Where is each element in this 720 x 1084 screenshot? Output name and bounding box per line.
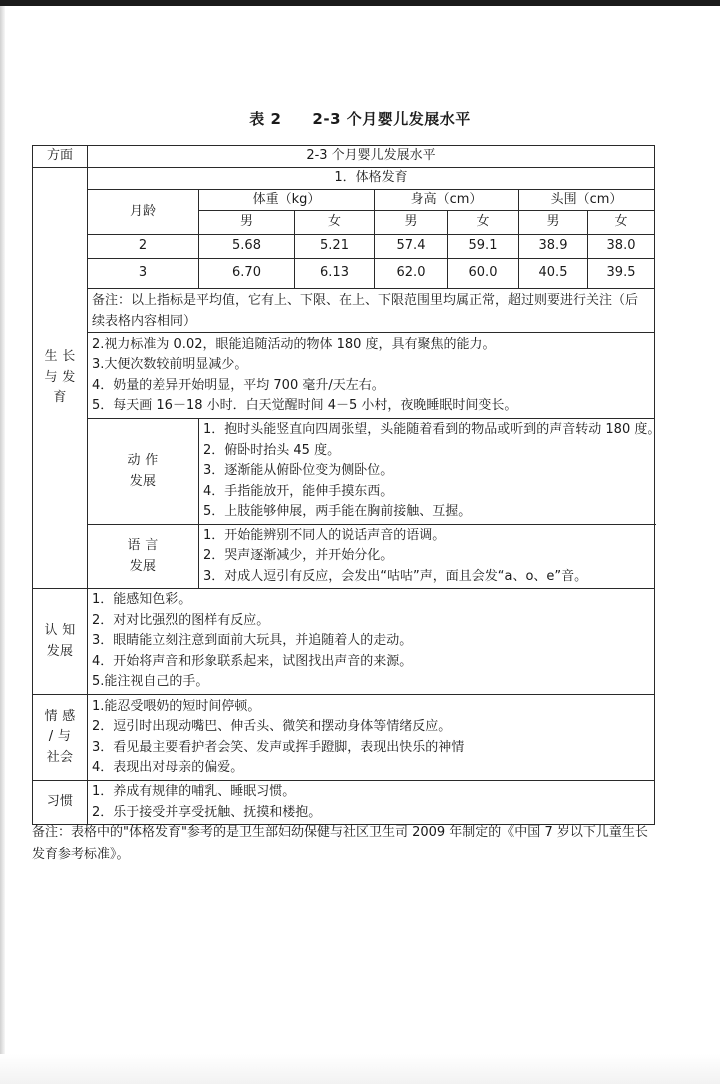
table-row xyxy=(33,259,655,289)
growth-title-row xyxy=(33,167,655,189)
list-item: 2．乐于接受并享受抚触、抚摸和楼抱。 xyxy=(92,804,322,820)
growth-note-row xyxy=(33,289,655,333)
list-item: 2．逗引时出现动嘴巴、伸舌头、微笑和摆动身体等情绪反应。 xyxy=(92,719,452,734)
data-cell: 40.5 xyxy=(519,259,588,289)
category-language: 语 言 发展 xyxy=(88,525,199,589)
head-label: 头围（cm） xyxy=(519,189,655,211)
level-header: 2-3 个月婴儿发展水平 xyxy=(88,146,655,168)
header-row xyxy=(33,146,655,168)
emotion-row xyxy=(33,695,655,781)
list-item: 4．开始将声音和形象联系起来，试图找出声音的来源。 xyxy=(92,653,413,669)
cognition-row xyxy=(33,589,655,695)
list-item: 2．对对比强烈的图样有反应。 xyxy=(92,612,270,628)
growth-items xyxy=(88,333,655,419)
data-cell: 62.0 xyxy=(375,259,448,289)
language-items xyxy=(199,525,655,589)
height-male: 男 xyxy=(375,211,448,235)
data-cell: 38.0 xyxy=(588,235,655,259)
list-item: 1．能感知色彩。 xyxy=(92,592,192,608)
top-bar xyxy=(0,0,720,6)
habit-items xyxy=(88,781,655,825)
list-item: 4．奶量的差异开始明显，平均 700 毫升/天左右。 xyxy=(92,377,385,393)
list-item: 3．看见最主要看护者会笑、发声或挥手蹬脚，表现出快乐的神情 xyxy=(92,739,465,755)
data-cell: 6.13 xyxy=(295,259,375,289)
data-cell: 5.68 xyxy=(199,235,295,259)
development-table xyxy=(32,145,661,825)
data-cell: 59.1 xyxy=(448,235,519,259)
list-item: 5．每天画 16－18 小时．白天觉醒时间 4－5 小村，夜晚睡眠时间变长。 xyxy=(92,398,518,413)
table-row xyxy=(33,235,655,259)
category-motor: 动 作 发展 xyxy=(88,419,199,525)
page-edge-shadow xyxy=(0,6,5,1084)
motor-items xyxy=(199,419,661,525)
growth-items-row xyxy=(33,333,655,419)
data-cell: 6.70 xyxy=(199,259,295,289)
data-cell: 57.4 xyxy=(375,235,448,259)
age-cell: 2 xyxy=(88,235,199,259)
emotion-items xyxy=(88,695,655,781)
list-item: 3．眼睛能立刻注意到面前大玩具，并追随着人的走动。 xyxy=(92,633,413,649)
footnote: 备注：表格中的"体格发育"参考的是卫生部妇幼保健与社区卫生司 2009 年制定的《中国 7 岁以下儿童生长发育参考标准》。 xyxy=(32,825,648,862)
category-cognition: 认 知 发展 xyxy=(33,589,88,695)
category-emotion: 情 感 / 与 社会 xyxy=(33,695,88,781)
list-item: 4．手指能放开，能伸手摸东西。 xyxy=(203,483,394,499)
list-item: 2.视力标准为 0.02，眼能追随活动的物体 180 度，具有聚焦的能力。 xyxy=(92,336,496,352)
head-female: 女 xyxy=(588,211,655,235)
list-item: 1.能忍受喂奶的短时间停顿。 xyxy=(92,698,261,714)
data-cell: 39.5 xyxy=(588,259,655,289)
physical-development-title: 1．体格发育 xyxy=(88,167,655,189)
category-habit: 习惯 xyxy=(33,781,88,825)
head-male: 男 xyxy=(519,211,588,235)
list-item: 1．养成有规律的哺乳、睡眠习惯。 xyxy=(92,784,296,799)
age-label: 月龄 xyxy=(88,189,199,235)
list-item: 2．俯卧时抬头 45 度。 xyxy=(203,442,341,458)
list-item: 5．上肢能够伸展，两手能在胸前接触、互握。 xyxy=(203,504,472,520)
habit-row xyxy=(33,781,655,825)
data-cell: 38.9 xyxy=(519,235,588,259)
list-item: 2．哭声逐渐减少，并开始分化。 xyxy=(203,548,394,564)
height-label: 身高（cm） xyxy=(375,189,519,211)
list-item: 1．开始能辨别不同人的说话声音的语调。 xyxy=(203,527,446,543)
table-title: 表 2 2-3 个月婴儿发展水平 xyxy=(249,110,471,128)
list-item: 5.能注视自己的手。 xyxy=(92,674,209,690)
data-cell: 5.21 xyxy=(295,235,375,259)
list-item: 3．逐渐能从俯卧位变为侧卧位。 xyxy=(203,463,394,479)
age-cell: 3 xyxy=(88,259,199,289)
weight-male: 男 xyxy=(199,211,295,235)
motor-row xyxy=(33,419,655,525)
list-item: 4．表现出对母亲的偏爱。 xyxy=(92,760,244,775)
measure-header-row xyxy=(33,189,655,211)
data-cell: 60.0 xyxy=(448,259,519,289)
list-item: 1．抱时头能竖直向四周张望，头能随着看到的物品或听到的声音转动 180 度。 xyxy=(203,422,661,438)
language-row xyxy=(33,525,655,589)
category-growth: 生 长 与 发 育 xyxy=(33,167,88,589)
cognition-items xyxy=(88,589,655,695)
weight-female: 女 xyxy=(295,211,375,235)
weight-label: 体重（kg） xyxy=(199,189,375,211)
aspect-header: 方面 xyxy=(33,146,88,168)
list-item: 3．对成人逗引有反应，会发出“咕咕”声，面且会发“a、o、e”音。 xyxy=(203,568,588,584)
list-item: 3.大便次数较前明显减少。 xyxy=(92,357,248,372)
height-female: 女 xyxy=(448,211,519,235)
growth-note: 备注：以上指标是平均值，它有上、下限、在上、下限范围里均属正常，超过则要进行关注（后续表格内容相同） xyxy=(88,289,655,333)
bottom-band xyxy=(0,1054,720,1084)
